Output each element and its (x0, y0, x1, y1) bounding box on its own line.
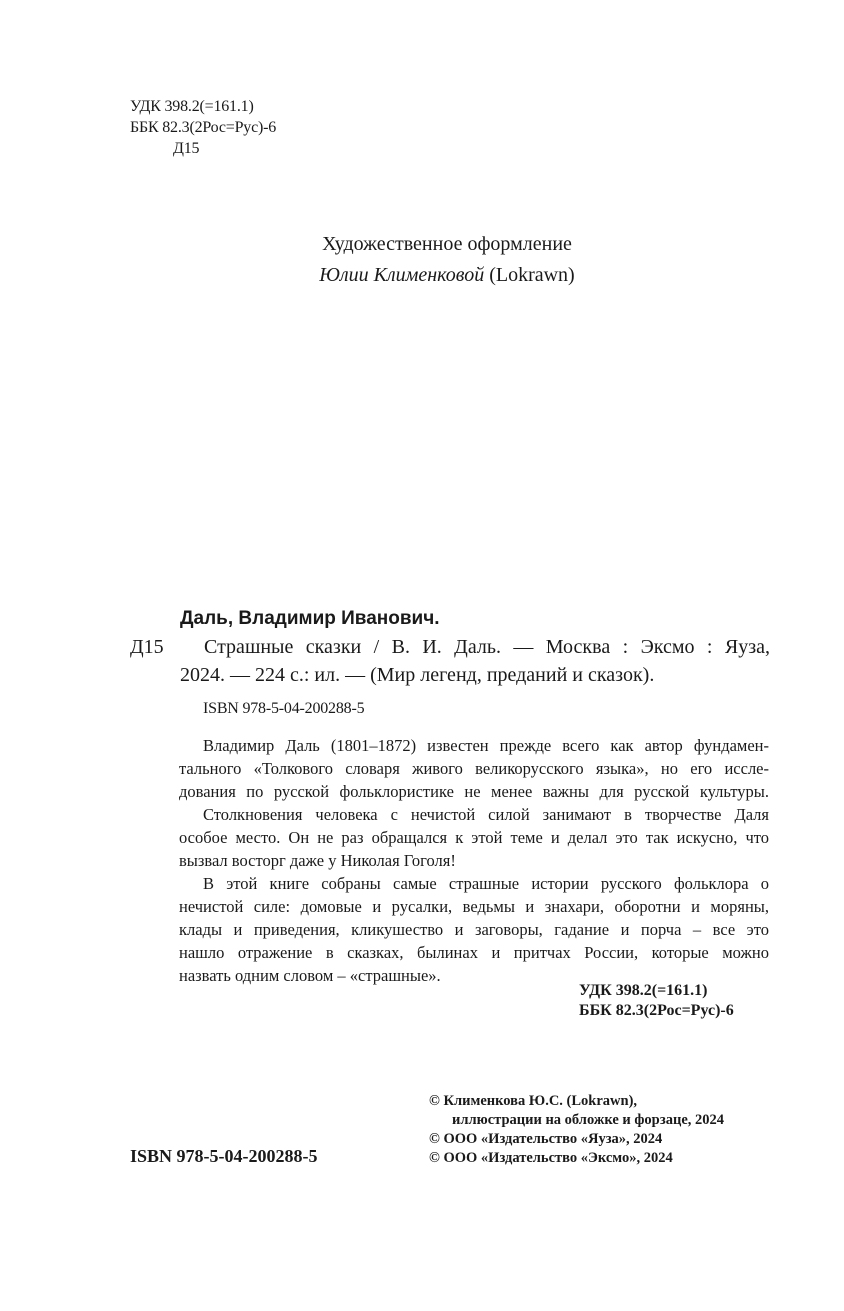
author-mark-top: Д15 (173, 140, 200, 157)
copyright-line1: © Клименкова Ю.С. (Lokrawn), (429, 1093, 638, 1109)
annotation-line: тального «Толкового словаря живого великорусского языка», но его иссле- (179, 759, 769, 778)
design-credit-line1: Художественное оформление (322, 233, 572, 255)
annotation-line: дования по русской фольклористике не менее важны для русской культуры. (179, 782, 769, 801)
annotation-line: нашло отражение в сказках, былинах и притчах России, которые можно (179, 943, 769, 962)
bbk-top: ББК 82.3(2Рос=Рус)-6 (130, 119, 277, 136)
udk-bottom: УДК 398.2(=161.1) (579, 982, 708, 999)
designer-name: Юлии Клименковой (319, 264, 485, 286)
annotation-line: назвать одним словом – «страшные». (179, 966, 441, 985)
bib-line2: 2024. — 224 с.: ил. — (Мир легенд, преданий и сказок). (180, 664, 655, 686)
annotation-line: В этой книге собраны самые страшные истории русского фольклора о (203, 874, 769, 893)
copyright-line3: © ООО «Издательство «Яуза», 2024 (429, 1131, 663, 1147)
annotation-line: нечистой силе: домовые и русалки, ведьмы и знахари, оборотни и моряны, (179, 897, 769, 916)
udk-top: УДК 398.2(=161.1) (130, 98, 254, 115)
bib-isbn: ISBN 978-5-04-200288-5 (203, 700, 365, 717)
bib-heading: Даль, Владимир Иванович. (180, 608, 440, 629)
annotation-line: клады и приведения, кликушество и заговоры, гадание и порча – все это (179, 920, 769, 939)
design-credit-line2 (0, 264, 844, 287)
annotation-line: Столкновения человека с нечистой силой занимают в творчестве Даля (203, 805, 769, 824)
bib-line1: Страшные сказки / В. И. Даль. — Москва : Эксмо : Яуза, (204, 636, 770, 658)
annotation-line: особое место. Он не раз обращался к этой теме и делал это так искусно, что (179, 828, 769, 847)
annotation-line: Владимир Даль (1801–1872) известен прежде всего как автор фундамен- (203, 736, 769, 755)
bbk-bottom: ББК 82.3(2Рос=Рус)-6 (579, 1002, 734, 1019)
annotation-line: вызвал восторг даже у Николая Гоголя! (179, 851, 456, 870)
isbn-bottom: ISBN 978-5-04-200288-5 (130, 1146, 318, 1166)
copyright-line4: © ООО «Издательство «Эксмо», 2024 (429, 1150, 673, 1166)
designer-alias: (Lokrawn) (484, 264, 575, 286)
copyright-line2: иллюстрации на обложке и форзаце, 2024 (452, 1112, 725, 1128)
bib-author-mark: Д15 (130, 636, 164, 658)
